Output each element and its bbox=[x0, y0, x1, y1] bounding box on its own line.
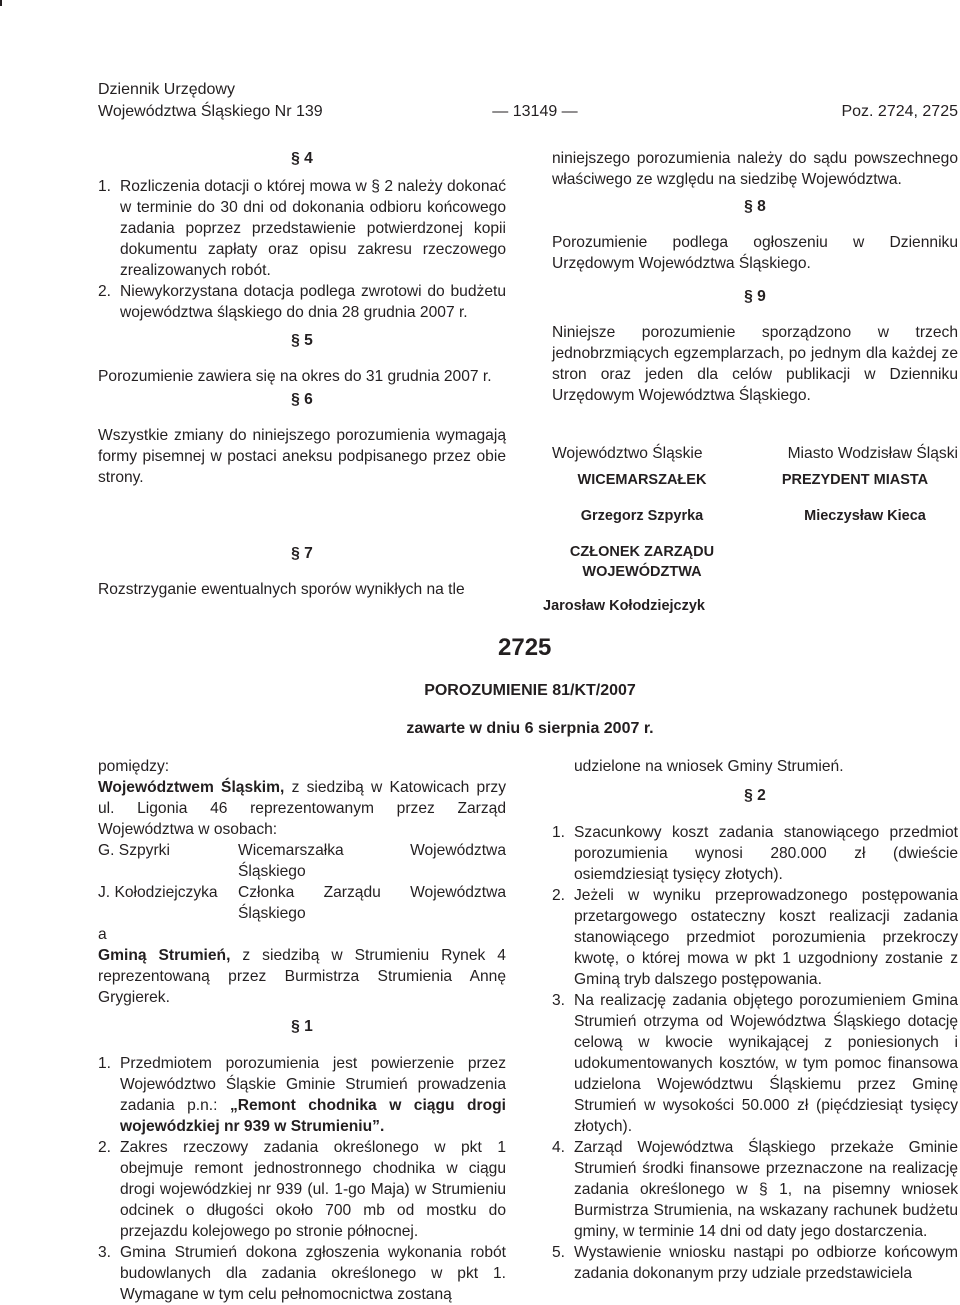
journal-issue: Województwa Śląskiego Nr 139 bbox=[98, 103, 323, 120]
conjunction: a bbox=[98, 926, 107, 943]
list-item: 4. Zarząd Województwa Śląskiego przekaże Gminie Strumień środki finansowe przeznaczone na realizację zadania określonego w § 1, na pisemny wniosek Burmistrza Strumienia, na wskazany rachunek budżetu gminy, w terminie 14 dni od daty jego dostarczenia. bbox=[552, 1139, 958, 1240]
representative-1: G. Szpyrki Wicemarszałka Województwa Śląskiego bbox=[98, 842, 506, 880]
list-item: 2. Jeżeli w wyniku przeprowadzonego postępowania przetargowego ostateczny koszt realizacji zadania stanowiącego przedmiot porozumienia przekroczy kwotę, o której mowa w pkt 1 uzgodniony zostanie z Gminą tryb dalszego postępowania. bbox=[552, 887, 958, 988]
list-item: 1. Rozliczenia dotacji o której mowa w § 2 należy dokonać w terminie do 30 dni od dokonania odbioru końcowego zadania poprzez przedstawienie potwierdzonej kopii dokumentu zapłaty oraz opisu zakresu rzeczowego zrealizowanych robót. bbox=[98, 178, 506, 279]
party-1: Województwem Śląskim, z siedzibą w Katowicach przy ul. Ligonia 46 reprezentowanym przez Zarząd Województwa w osobach: bbox=[98, 779, 506, 838]
part2-left-column bbox=[98, 756, 506, 1305]
signature-right-party: Miasto Wodzisław Śląski bbox=[787, 445, 958, 462]
section-6-text: Wszystkie zmiany do niniejszego porozumienia wymagają formy pisemnej w postaci aneksu podpisanego przez obie strony. bbox=[98, 427, 506, 486]
part1-left-column-end bbox=[98, 543, 506, 600]
position-number: Poz. 2724, 2725 bbox=[841, 103, 958, 120]
journal-name: Dziennik Urzędowy bbox=[98, 81, 235, 98]
list-item: 1. Szacunkowy koszt zadania stanowiącego przedmiot porozumienia wynosi 280.000 zł (dwieście osiemdziesiąt tysięcy złotych). bbox=[552, 824, 958, 883]
signature-right-name: Mieczysław Kieca bbox=[804, 508, 926, 524]
representative-2: J. Kołodziejczyka Członka Zarządu Województwa Śląskiego bbox=[98, 884, 506, 922]
list-item: 2. Niewykorzystana dotacja podlega zwrotowi do budżetu województwa śląskiego do dnia 28 grudnia 2007 r. bbox=[98, 283, 506, 321]
journal-title bbox=[98, 79, 323, 123]
part2-right-column bbox=[552, 756, 958, 1284]
section-9-text: Niniejsze porozumienie sporządzono w trzech jednobrzmiących egzemplarzach, po jednym dla każdej ze stron oraz jeden dla celów publikacji w Dzienniku Urzędowym Województwa Śląskiego. bbox=[552, 324, 958, 404]
section-9-title: § 9 bbox=[744, 288, 766, 305]
signature-left-role: WICEMARSZAŁEK bbox=[577, 472, 707, 488]
part1-left-column bbox=[98, 148, 506, 488]
section-7-continued: niniejszego porozumienia należy do sądu powszechnego właściwego ze względu na siedzibę Województwa. bbox=[552, 150, 958, 188]
section-8-text: Porozumienie podlega ogłoszeniu w Dzienniku Urzędowym Województwa Śląskiego. bbox=[552, 234, 958, 272]
between-label: pomiędzy: bbox=[98, 758, 170, 775]
section-8-title: § 8 bbox=[744, 198, 766, 215]
signature-left-name: Grzegorz Szpyrka bbox=[580, 508, 704, 524]
list-item: 2. Zakres rzeczowy zadania określonego w pkt 1 obejmuje remont jednostronnego chodnika w ciągu drogi wojewódzkiej nr 939 (ul. 1-go Maja) w Strumieniu odcinek o długości około 700 mb od mostku do przejazdu kolejowego po stronie północnej. bbox=[98, 1139, 506, 1240]
section-1-title: § 1 bbox=[291, 1018, 313, 1035]
section-4-title: § 4 bbox=[291, 150, 313, 167]
section-7-text: Rozstrzyganie ewentualnych sporów wynikłych na tle bbox=[98, 581, 465, 598]
agreement-title: POROZUMIENIE 81/KT/2007 bbox=[424, 682, 636, 699]
list-item: 5. Wystawienie wniosku nastąpi po odbiorze końcowym zadania dokonanym przy udziale przedstawiciela bbox=[552, 1244, 958, 1282]
signature-right-role: PREZYDENT MIASTA bbox=[781, 472, 929, 488]
section-1-continued: udzielone na wniosek Gminy Strumień. bbox=[574, 758, 844, 775]
party-2: Gminą Strumień, z siedzibą w Strumieniu Rynek 4 reprezentowaną przez Burmistrza Strumienia Annę Grygierek. bbox=[98, 947, 506, 1006]
agreement-subtitle: zawarte w dniu 6 sierpnia 2007 r. bbox=[406, 720, 654, 737]
page-number: — 13149 — bbox=[492, 103, 578, 120]
section-2-title: § 2 bbox=[744, 787, 766, 804]
list-item: 3. Na realizację zadania objętego porozumieniem Gmina Strumień otrzyma od Województwa Śląskiego dotację celową w kwocie wynikającej z poniesionych i udokumentowanych kosztów, w tym pomoc finansowa udzielona Województwu Śląskiemu przez Gminę Strumień w wysokości 50.000 zł (pięćdziesiąt tysięcy złotych). bbox=[552, 992, 958, 1135]
section-5-text: Porozumienie zawiera się na okres do 31 grudnia 2007 r. bbox=[98, 368, 492, 385]
scan-corner-mark bbox=[0, 0, 2, 6]
list-item: 3. Gmina Strumień dokona zgłoszenia wykonania robót budowlanych dla zadania określonego w pkt 1. Wymagane w tym celu pełnomocnictwa zostaną bbox=[98, 1244, 506, 1303]
signature-left-name2: Jarosław Kołodziejczyk bbox=[543, 598, 705, 614]
section-5-title: § 5 bbox=[291, 332, 313, 349]
section-7-title: § 7 bbox=[291, 545, 313, 562]
document-number: 2725 bbox=[498, 634, 552, 661]
section-6-title: § 6 bbox=[291, 391, 313, 408]
part1-right-column bbox=[552, 148, 958, 406]
signature-left-party: Województwo Śląskie bbox=[552, 445, 703, 462]
signature-left-role2: CZŁONEK ZARZĄDU WOJEWÓDZTWA bbox=[569, 544, 715, 580]
list-item: 1. Przedmiotem porozumienia jest powierzenie przez Województwo Śląskie Gminie Strumień prowadzenia zadania p.n.: „Remont chodnika w ciągu drogi wojewódzkiej nr 939 w Strumieniu”. bbox=[98, 1055, 506, 1135]
